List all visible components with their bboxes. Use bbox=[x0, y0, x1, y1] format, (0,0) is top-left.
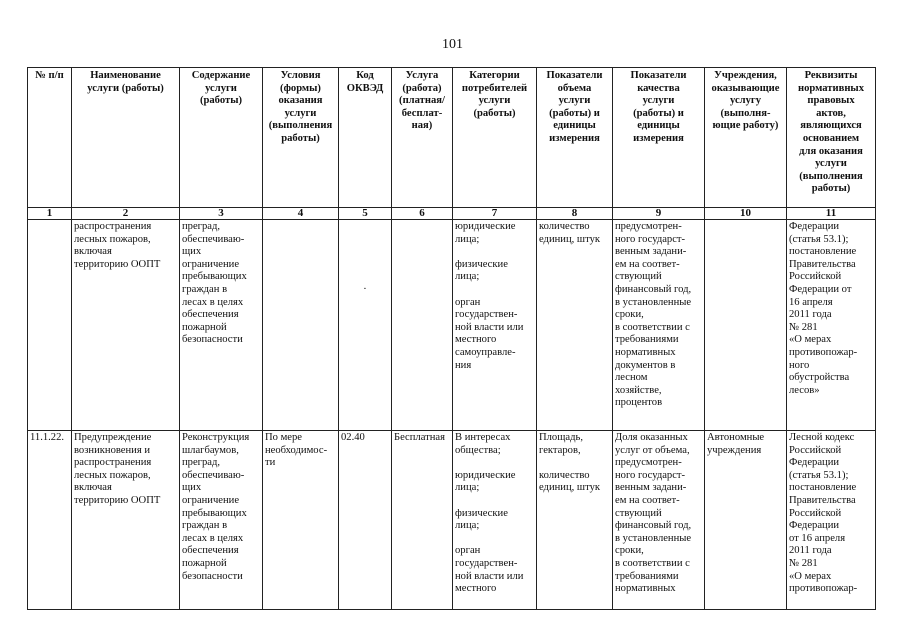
column-number: 9 bbox=[613, 208, 705, 220]
cell-text-line: ного bbox=[789, 359, 810, 371]
cell-text-line: юридические bbox=[455, 469, 516, 481]
cell-text-line: Реконструкция bbox=[182, 432, 250, 443]
column-number: 5 bbox=[339, 208, 392, 220]
cell-text-line: единиц, штук bbox=[539, 233, 601, 245]
cell-text-line: требованиями bbox=[615, 570, 679, 582]
cell-text-line: оказания bbox=[278, 95, 323, 107]
table-row bbox=[28, 220, 876, 431]
cell-text-line: государствен- bbox=[455, 557, 518, 569]
cell-text-line: хозяйстве, bbox=[615, 384, 662, 396]
cell-text-line: территорию ООПТ bbox=[74, 494, 161, 506]
cell-text-line: преград, bbox=[182, 457, 221, 469]
cell-text-line: в соответствии с bbox=[615, 557, 690, 569]
cell-text-line: от 16 апреля bbox=[789, 532, 846, 544]
cell-text-line: услуги (работы) bbox=[87, 82, 164, 94]
cell-institutions bbox=[705, 431, 787, 610]
cell-text-line: обеспечиваю- bbox=[182, 469, 245, 481]
cell-text-line: основанием bbox=[802, 132, 860, 144]
cell-text-line: ной власти или bbox=[455, 570, 524, 582]
cell-text-line: услугу bbox=[729, 95, 762, 107]
cell-text-line: физические bbox=[455, 507, 508, 519]
cell-text-line: лица; bbox=[455, 233, 480, 245]
cell-text-line: ОКВЭД bbox=[346, 82, 384, 94]
column-number: 8 bbox=[537, 208, 613, 220]
cell-text-line: Наименование bbox=[90, 70, 161, 81]
cell-text-line: финансовый год, bbox=[615, 283, 692, 295]
cell-text-line: требованиями bbox=[615, 334, 679, 346]
cell-text-line: противопожар- bbox=[789, 583, 858, 595]
cell-text-line: Автономные bbox=[707, 432, 765, 443]
cell-text-line: пребывающих bbox=[182, 271, 247, 283]
cell-text-line: лесах в целях bbox=[182, 296, 244, 308]
cell-text-line: местного bbox=[455, 583, 497, 595]
cell-text-line: работы) bbox=[811, 183, 851, 195]
cell-text-line: 02.40 bbox=[341, 432, 365, 443]
cell-text-line: ния bbox=[455, 359, 472, 371]
cell-text-line: венным задани- bbox=[615, 246, 687, 258]
cell-consumers bbox=[453, 220, 537, 431]
cell-service-name bbox=[72, 220, 180, 431]
cell-text-line: лесных пожаров, bbox=[74, 233, 151, 245]
cell-text-line: являющихся bbox=[800, 120, 862, 132]
column-number: 11 bbox=[787, 208, 876, 220]
cell-text-line: в установленные bbox=[615, 532, 692, 544]
cell-text-line: Показатели bbox=[546, 70, 603, 81]
cell-text-line: лица; bbox=[455, 482, 480, 494]
cell-text-line: 11.1.22. bbox=[30, 432, 65, 443]
cell-text-line: Российской bbox=[789, 271, 842, 283]
cell-text-line: в установленные bbox=[615, 296, 692, 308]
cell-text-line: потребителей bbox=[461, 82, 528, 94]
cell-text-line: пожарной bbox=[182, 557, 227, 569]
cell-text-line: Содержание bbox=[191, 70, 251, 81]
cell-institutions bbox=[705, 220, 787, 431]
cell-text-line: включая bbox=[74, 482, 112, 494]
header-cell bbox=[613, 68, 705, 208]
column-number: 10 bbox=[705, 208, 787, 220]
column-number-row bbox=[28, 208, 876, 220]
column-number: 6 bbox=[392, 208, 453, 220]
cell-text-line: Реквизиты bbox=[804, 70, 858, 81]
cell-consumers bbox=[453, 431, 537, 610]
cell-text-line: Условия bbox=[280, 70, 321, 81]
cell-text-line: Показатели bbox=[630, 70, 687, 81]
cell-text-line: обустройства bbox=[789, 372, 850, 384]
cell-text-line: Правительства bbox=[789, 258, 856, 270]
cell-text-line: государствен- bbox=[455, 309, 518, 321]
cell-text-line: № 281 bbox=[789, 321, 818, 333]
cell-quality-indicators bbox=[613, 220, 705, 431]
cell-text-line: качества bbox=[637, 82, 680, 94]
cell-text-line: щих bbox=[182, 246, 202, 258]
cell-text-line: территорию ООПТ bbox=[74, 258, 161, 270]
cell-text-line: № п/п bbox=[35, 70, 64, 81]
cell-text-line: количество bbox=[539, 469, 590, 481]
cell-text-line: противопожар- bbox=[789, 346, 858, 358]
cell-text-line: ющие работу) bbox=[712, 120, 779, 132]
cell-text-line: предусмотрен- bbox=[615, 457, 682, 469]
cell-text-line: общества; bbox=[455, 444, 501, 456]
header-cell bbox=[392, 68, 453, 208]
cell-text-line: оказывающие bbox=[711, 82, 780, 94]
cell-service-name bbox=[72, 431, 180, 610]
cell-text-line: (выполня- bbox=[720, 107, 771, 119]
cell-text-line: постановление bbox=[789, 482, 857, 494]
column-number: 3 bbox=[180, 208, 263, 220]
cell-text-line: Предупреждение bbox=[74, 432, 152, 443]
cell-text-line: (работа) bbox=[402, 82, 442, 94]
cell-text-line: орган bbox=[455, 545, 481, 557]
cell-text-line: Лесной кодекс bbox=[789, 432, 855, 443]
cell-text-line: ти bbox=[265, 457, 276, 469]
cell-text-line: Доля оказанных bbox=[615, 432, 688, 443]
cell-text-line: граждан в bbox=[182, 283, 228, 295]
cell-text-line: Федерации bbox=[789, 457, 840, 469]
cell-text-line: Федерации от bbox=[789, 283, 852, 295]
cell-text-line: нормативных bbox=[798, 82, 864, 94]
column-number: 4 bbox=[263, 208, 339, 220]
header-cell bbox=[180, 68, 263, 208]
cell-text-line: ограничение bbox=[182, 258, 240, 270]
cell-okved bbox=[339, 220, 392, 431]
cell-text-line: Федерации bbox=[789, 520, 840, 532]
cell-text-line: «О мерах bbox=[789, 334, 832, 346]
cell-text-line: услуги bbox=[558, 95, 591, 107]
cell-text-line: орган bbox=[455, 296, 481, 308]
cell-text-line: пребывающих bbox=[182, 507, 247, 519]
cell-text-line: услуг от объема, bbox=[615, 444, 690, 456]
cell-text-line: объема bbox=[557, 82, 592, 94]
cell-quality-indicators bbox=[613, 431, 705, 610]
cell-paid-status bbox=[392, 431, 453, 610]
cell-text-line: ной власти или bbox=[455, 321, 524, 333]
cell-conditions bbox=[263, 220, 339, 431]
cell-text-line: услуги bbox=[284, 107, 317, 119]
cell-text-line: № 281 bbox=[789, 557, 818, 569]
cell-spacer bbox=[455, 284, 534, 297]
header-cell bbox=[787, 68, 876, 208]
header-cell bbox=[72, 68, 180, 208]
cell-text-line: Категории bbox=[469, 70, 520, 81]
cell-legal-acts bbox=[787, 431, 876, 610]
cell-text-line: финансовый год, bbox=[615, 520, 692, 532]
cell-volume-indicators bbox=[537, 431, 613, 610]
cell-text-line: обеспечения bbox=[182, 309, 239, 321]
cell-spacer bbox=[455, 495, 534, 508]
header-row bbox=[28, 68, 876, 208]
cell-text-line: включая bbox=[74, 246, 112, 258]
cell-text-line: предусмотрен- bbox=[615, 221, 682, 232]
cell-text-line: в соответствии с bbox=[615, 321, 690, 333]
cell-text-line: местного bbox=[455, 334, 497, 346]
cell-text-line: щих bbox=[182, 482, 202, 494]
cell-text-line: ем на соответ- bbox=[615, 494, 680, 506]
cell-number bbox=[28, 220, 72, 431]
cell-paid-status bbox=[392, 220, 453, 431]
cell-text-line: услуги bbox=[642, 95, 675, 107]
cell-text-line: услуги bbox=[815, 158, 847, 170]
cell-text-line: самоуправле- bbox=[455, 346, 516, 358]
cell-text-line: гектаров, bbox=[539, 444, 581, 456]
cell-text-line: пожарной bbox=[182, 321, 227, 333]
cell-text-line: В интересах bbox=[455, 432, 511, 443]
header-cell bbox=[537, 68, 613, 208]
cell-text-line: (статья 53.1); bbox=[789, 233, 849, 245]
cell-spacer bbox=[455, 246, 534, 259]
header-cell bbox=[705, 68, 787, 208]
cell-text-line: единиц, штук bbox=[539, 482, 601, 494]
cell-text-line: 2011 года bbox=[789, 309, 832, 321]
cell-text-line: Услуга bbox=[405, 70, 439, 81]
cell-text-line: ного государст- bbox=[615, 233, 686, 245]
header-cell bbox=[263, 68, 339, 208]
cell-text-line: сроки, bbox=[615, 309, 644, 321]
column-number: 7 bbox=[453, 208, 537, 220]
cell-text-line: Код bbox=[356, 70, 374, 81]
cell-text-line: (выполнения bbox=[799, 170, 863, 182]
cell-text-line: лесах в целях bbox=[182, 532, 244, 544]
column-number: 1 bbox=[28, 208, 72, 220]
cell-text-line: венным задани- bbox=[615, 482, 687, 494]
cell-text-line: Российской bbox=[789, 444, 842, 456]
cell-text-line: Российской bbox=[789, 507, 842, 519]
cell-text-line: (работы) bbox=[199, 95, 243, 107]
cell-text-line: для оказания bbox=[799, 145, 863, 157]
cell-text-line: ствующий bbox=[615, 271, 662, 283]
cell-text-line: нормативных bbox=[615, 346, 676, 358]
cell-text-line: ного государст- bbox=[615, 469, 686, 481]
cell-text-line: 16 апреля bbox=[789, 296, 833, 308]
cell-text-line: По мере bbox=[265, 432, 303, 443]
cell-text-line: распространения bbox=[74, 457, 152, 469]
header-cell bbox=[339, 68, 392, 208]
cell-number bbox=[28, 431, 72, 610]
cell-spacer bbox=[455, 533, 534, 546]
cell-text-line: безопасности bbox=[182, 334, 243, 346]
cell-text-line: правовых bbox=[807, 95, 855, 107]
cell-text-line: 2011 года bbox=[789, 545, 832, 557]
cell-text-line: нормативных bbox=[615, 583, 676, 595]
cell-text-line: Учреждения, bbox=[714, 70, 777, 81]
cell-text-line: обеспечиваю- bbox=[182, 233, 245, 245]
cell-text-line: (формы) bbox=[280, 82, 321, 94]
cell-text-line: физические bbox=[455, 258, 508, 270]
cell-text-line: лица; bbox=[455, 520, 480, 532]
cell-text-line: услуги bbox=[205, 82, 237, 94]
cell-text-line: безопасности bbox=[182, 570, 243, 582]
cell-text-line: процентов bbox=[615, 397, 663, 409]
cell-text-line: лесном bbox=[615, 372, 648, 384]
cell-text-line: лесных пожаров, bbox=[74, 469, 151, 481]
cell-text-line: единицы bbox=[637, 120, 680, 132]
cell-text-line: услуги bbox=[478, 95, 511, 107]
cell-text-line: (работы) bbox=[473, 107, 516, 119]
cell-text-line: (выполнения bbox=[268, 120, 333, 132]
cell-text-line: Бесплатная bbox=[394, 432, 446, 443]
services-table bbox=[27, 67, 876, 610]
cell-service-content bbox=[180, 431, 263, 610]
cell-text-line: распространения bbox=[74, 221, 152, 232]
header-cell bbox=[28, 68, 72, 208]
cell-text-line: постановление bbox=[789, 246, 857, 258]
cell-spacer bbox=[455, 457, 534, 470]
cell-okved bbox=[339, 431, 392, 610]
cell-text-line: Правительства bbox=[789, 494, 856, 506]
table-row bbox=[28, 431, 876, 610]
cell-legal-acts bbox=[787, 220, 876, 431]
cell-text-line: Площадь, bbox=[539, 432, 583, 443]
cell-text-line: необходимос- bbox=[265, 444, 328, 456]
cell-text-line: шлагбаумов, bbox=[182, 444, 239, 456]
cell-text-line: (платная/ bbox=[399, 95, 445, 107]
cell-text-line: возникновения и bbox=[74, 444, 151, 456]
page-number: 101 bbox=[442, 37, 463, 52]
cell-text-line: работы) bbox=[281, 132, 320, 144]
column-number: 2 bbox=[72, 208, 180, 220]
cell-text-line: «О мерах bbox=[789, 570, 832, 582]
cell-conditions bbox=[263, 431, 339, 610]
cell-text-line: лица; bbox=[455, 271, 480, 283]
cell-text-line: единицы bbox=[553, 120, 596, 132]
cell-text-line: ная) bbox=[411, 120, 433, 132]
cell-text-line: измерения bbox=[633, 132, 684, 144]
cell-text-line: обеспечения bbox=[182, 545, 239, 557]
cell-text-line: лесов» bbox=[789, 384, 820, 396]
cell-text-line: Федерации bbox=[789, 221, 840, 232]
cell-text-line: документов в bbox=[615, 359, 676, 371]
cell-text-line: учреждения bbox=[707, 444, 762, 456]
cell-text-line: количество bbox=[539, 221, 590, 232]
cell-volume-indicators bbox=[537, 220, 613, 431]
cell-text-line: . bbox=[363, 281, 367, 292]
cell-text-line: актов, bbox=[816, 107, 846, 119]
cell-text-line: измерения bbox=[549, 132, 600, 144]
cell-text-line: ствующий bbox=[615, 507, 662, 519]
cell-text-line: ем на соответ- bbox=[615, 258, 680, 270]
cell-text-line: граждан в bbox=[182, 520, 228, 532]
header-cell bbox=[453, 68, 537, 208]
cell-text-line: (работы) и bbox=[633, 107, 684, 119]
cell-text-line: сроки, bbox=[615, 545, 644, 557]
cell-text-line: бесплат- bbox=[401, 107, 443, 119]
cell-text-line: юридические bbox=[455, 221, 516, 232]
cell-text-line: (статья 53.1); bbox=[789, 469, 849, 481]
cell-text-line: преград, bbox=[182, 221, 221, 232]
cell-service-content bbox=[180, 220, 263, 431]
cell-spacer bbox=[539, 457, 610, 470]
cell-text-line: ограничение bbox=[182, 494, 240, 506]
cell-text-line: (работы) и bbox=[549, 107, 600, 119]
